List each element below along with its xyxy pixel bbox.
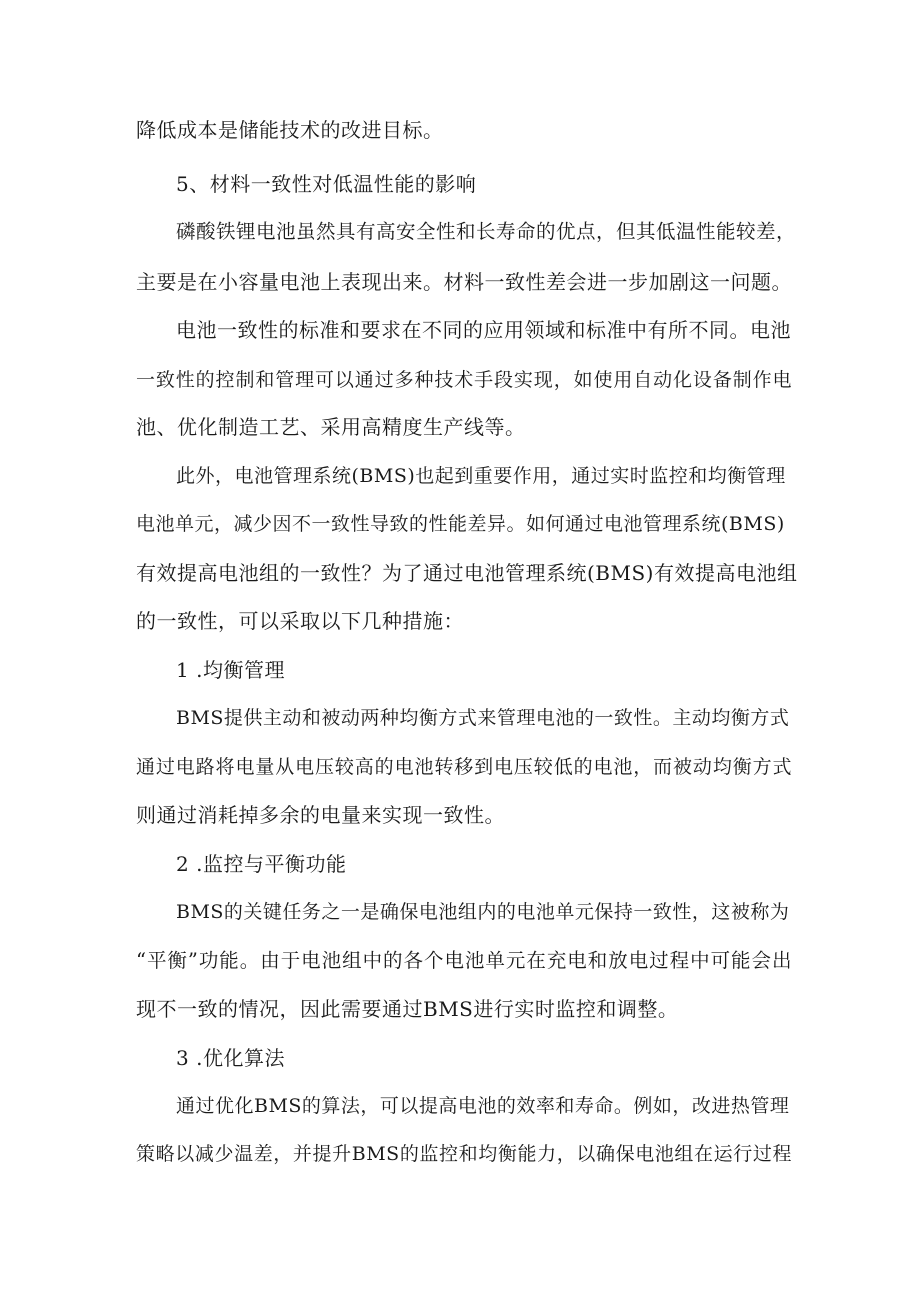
text-line: BMS的关键任务之一是确保电池组内的电池单元保持一致性，这被称为	[176, 901, 790, 923]
text-line: 通过电路将电量从电压较高的电池转移到电压较低的电池，而被动均衡方式	[136, 756, 792, 778]
text-line: 通过优化BMS的算法，可以提高电池的效率和寿命。例如，改进热管理	[176, 1095, 790, 1117]
list-heading: 3 .优化算法	[176, 1046, 285, 1070]
text-line: 池、优化制造工艺、采用高精度生产线等。	[136, 415, 526, 439]
list-heading: 1 .均衡管理	[176, 658, 285, 682]
text-line: 则通过消耗掉多余的电量来实现一致性。	[136, 803, 505, 827]
text-line: “平衡”功能。由于电池组中的各个电池单元在充电和放电过程中可能会出	[136, 949, 792, 972]
text-line: 策略以减少温差，并提升BMS的监控和均衡能力，以确保电池组在运行过程	[136, 1143, 792, 1165]
text-line: 电池一致性的标准和要求在不同的应用领域和标准中有所不同。电池	[176, 318, 791, 342]
text-line: 有效提高电池组的一致性？为了通过电池管理系统(BMS)有效提高电池组	[136, 561, 798, 585]
text-line: 一致性的控制和管理可以通过多种技术手段实现，如使用自动化设备制作电	[136, 369, 792, 391]
text-line: 电池单元，减少因不一致性导致的性能差异。如何通过电池管理系统(BMS)	[136, 513, 785, 535]
text-line: 主要是在小容量电池上表现出来。材料一致性差会进一步加剧这一问题。	[136, 270, 792, 294]
text-line: 此外，电池管理系统(BMS)也起到重要作用，通过实时监控和均衡管理	[176, 465, 786, 487]
text-line: 的一致性，可以采取以下几种措施：	[136, 609, 464, 633]
text-line: BMS提供主动和被动两种均衡方式来管理电池的一致性。主动均衡方式	[176, 707, 790, 729]
text-line: 现不一致的情况，因此需要通过BMS进行实时监控和调整。	[136, 997, 679, 1021]
section-heading: 5、材料一致性对低温性能的影响	[176, 172, 477, 196]
text-line: 降低成本是储能技术的改进目标。	[136, 118, 444, 142]
text-line: 磷酸铁锂电池虽然具有高安全性和长寿命的优点，但其低温性能较差，	[176, 220, 797, 243]
list-heading: 2 .监控与平衡功能	[176, 852, 347, 876]
